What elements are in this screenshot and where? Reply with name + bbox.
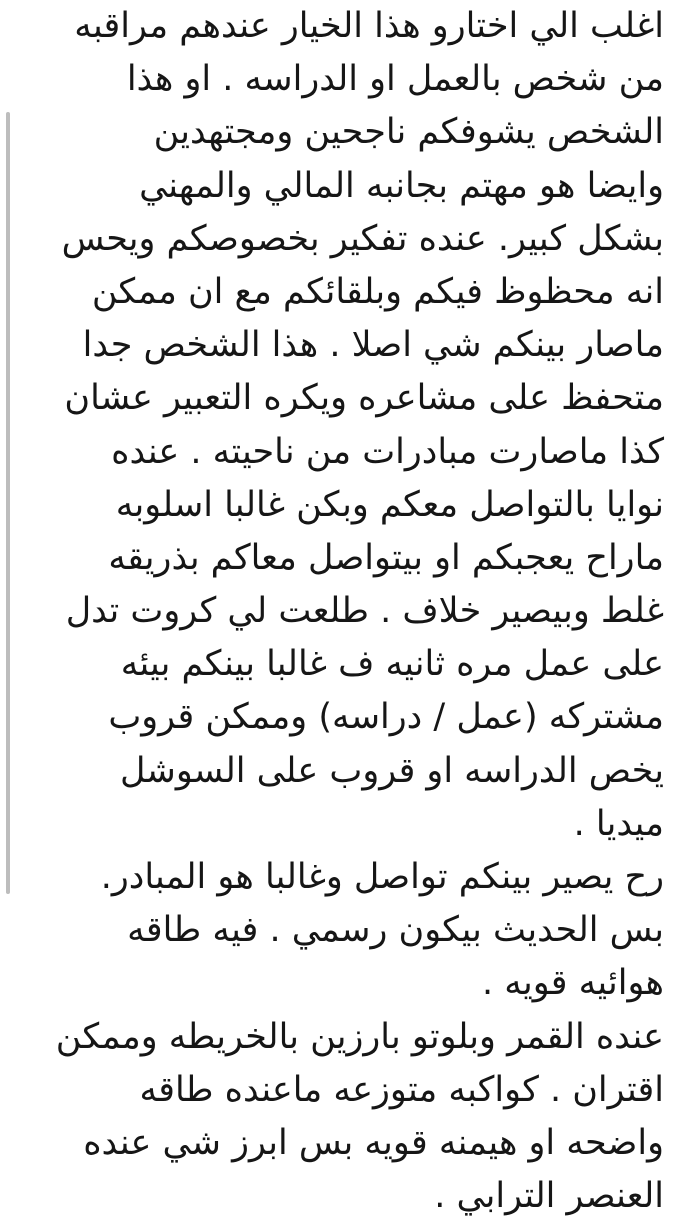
vertical-scrollbar[interactable]	[6, 112, 10, 894]
text-line: ماراح يعجبكم او بيتواصل معاكم بذريقه	[108, 537, 664, 578]
text-line: اقتران . كواكبه متوزعه ماعنده طاقه	[139, 1069, 664, 1110]
text-line: بس الحديث بيكون رسمي . فيه طاقه	[127, 910, 664, 951]
text-line: متحفظ على مشاعره ويكره التعبير عشان	[64, 378, 664, 419]
text-line: وايضا هو مهتم بجانبه المالي والمهني	[139, 165, 664, 206]
text-line: يخص الدراسه او قروب على السوشل	[119, 750, 664, 791]
text-line: غلط وبيصير خلاف . طلعت لي كروت تدل	[65, 591, 664, 632]
text-line: الشخص يشوفكم ناجحين ومجتهدين	[153, 112, 664, 153]
text-line: ماصار بينكم شي اصلا . هذا الشخص جدا	[82, 325, 664, 366]
text-line: بشكل كبير. عنده تفكير بخصوصكم ويحس	[61, 218, 664, 259]
text-line: اغلب الي اختارو هذا الخيار عندهم مراقبه	[74, 6, 664, 46]
text-line: انه محظوظ فيكم وبلقائكم مع ان ممكن	[91, 271, 664, 312]
text-line: مشتركه (عمل / دراسه) وممكن قروب	[108, 697, 664, 738]
text-line: كذا ماصارت مبادرات من ناحيته . عنده	[111, 431, 664, 472]
text-line: ميديا .	[573, 803, 664, 844]
text-line: على عمل مره ثانيه ف غالبا بينكم بيئه	[120, 644, 664, 685]
text-line: نوايا بالتواصل معكم وبكن غالبا اسلوبه	[115, 484, 664, 525]
text-line: واضحه او هيمنه قويه بس ابرز شي عنده	[83, 1122, 664, 1163]
text-line: عنده القمر وبلوتو بارزين بالخريطه وممكن	[55, 1016, 664, 1057]
text-line: من شخص بالعمل او الدراسه . او هذا	[126, 59, 664, 100]
text-line: هوائيه قويه .	[481, 963, 664, 1004]
text-line: رح يصير بينكم تواصل وغالبا هو المبادر.	[100, 857, 664, 897]
text-line: العنصر الترابي .	[434, 1176, 664, 1217]
message-text-body	[14, 0, 664, 1223]
